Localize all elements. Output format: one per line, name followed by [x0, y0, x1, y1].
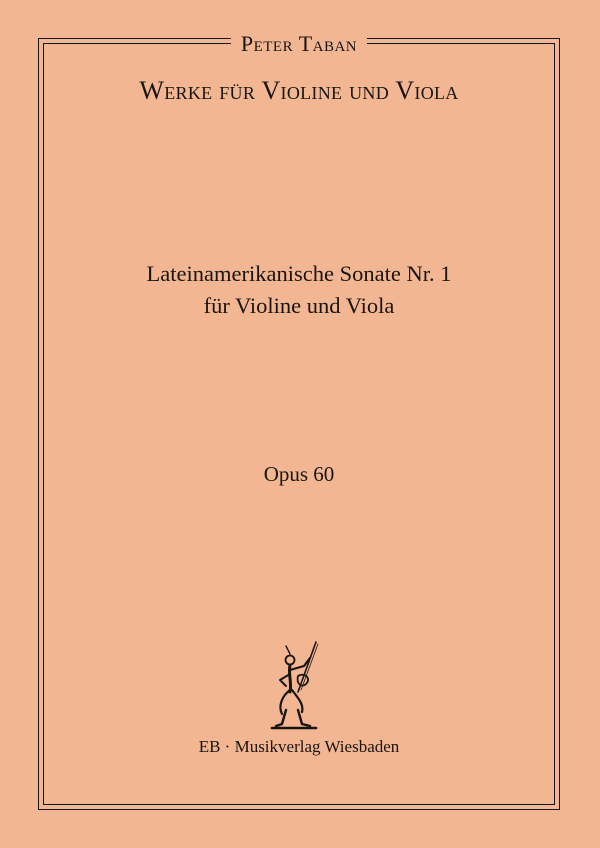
work-title — [43, 258, 555, 322]
work-title-line-1: Lateinamerikanische Sonate Nr. 1 — [146, 261, 452, 286]
composer-name-text: Peter Taban — [231, 31, 367, 56]
violinist-figure-icon — [268, 640, 332, 732]
series-title: Werke für Violine und Viola — [139, 76, 459, 105]
composer-name — [43, 30, 555, 58]
work-title-line-2: für Violine und Viola — [203, 293, 395, 318]
publisher-name: EB · Musikverlag Wiesbaden — [198, 737, 400, 756]
opus-number: Opus 60 — [263, 462, 335, 486]
